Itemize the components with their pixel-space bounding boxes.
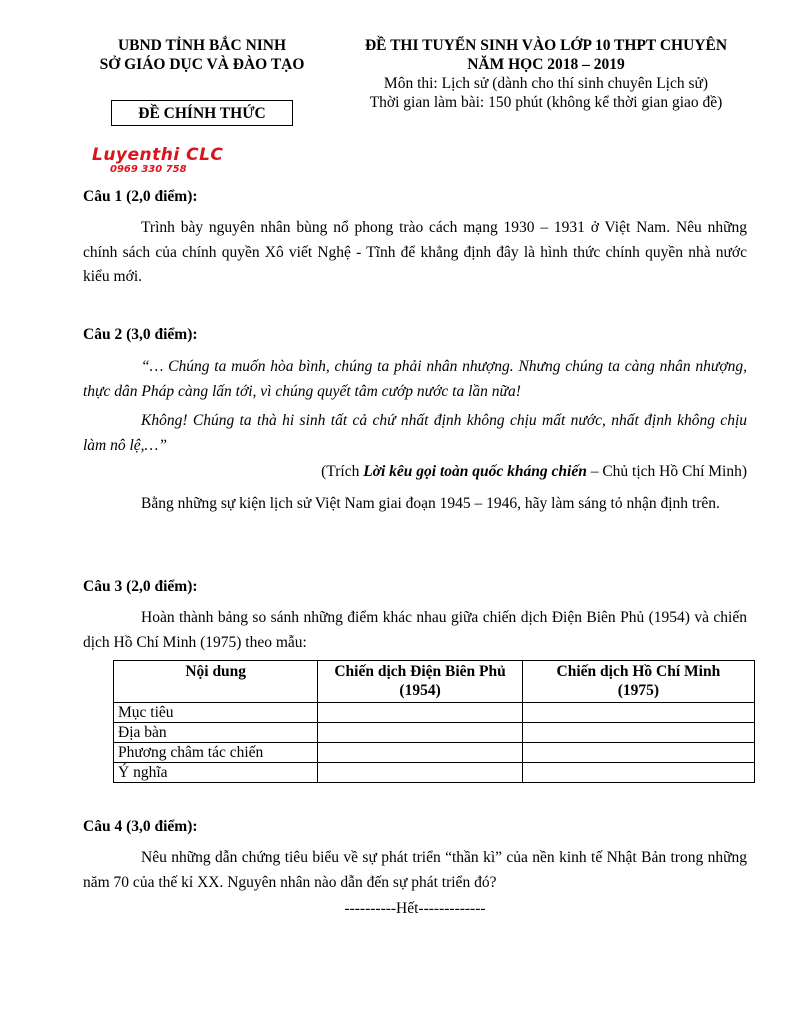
question-2-citation (83, 460, 747, 485)
table-cell (318, 763, 522, 783)
row-label-location: Địa bàn (114, 723, 318, 743)
header-hcm-line-1: Chiến dịch Hồ Chí Minh (556, 663, 721, 680)
row-label-significance: Ý nghĩa (114, 763, 318, 783)
question-2-quote-2: Không! Chúng ta thà hi sinh tất cả chứ nhất định không chịu mất nước, nhất định không chịu làm nô lệ,…” (83, 412, 747, 454)
question-4-text: Nêu những dẫn chứng tiêu biểu về sự phát triển “thần kì” của nền kinh tế Nhật Bản trong những năm 70 của thế kỉ XX. Nguyên nhân nào dẫn đến sự phát triển đó? (83, 849, 747, 891)
table-cell (522, 763, 754, 783)
exam-title-line-2: NĂM HỌC 2018 – 2019 (467, 56, 625, 73)
official-label: ĐỀ CHÍNH THỨC (111, 100, 293, 126)
question-1-text: Trình bày nguyên nhân bùng nổ phong trào cách mạng 1930 – 1931 ở Việt Nam. Nêu những chính sách của chính quyền Xô viết Nghệ - Tĩnh để khẳng định đây là hình thức chính quyền nhà nước kiểu mới. (83, 219, 747, 285)
end-mark: ----------Hết------------- (344, 900, 486, 917)
logo-name: Luyenthi CLC (92, 145, 224, 165)
org-line-1: UBND TỈNH BẮC NINH (117, 37, 287, 54)
luyenthi-logo (92, 146, 223, 175)
table-row (114, 703, 755, 723)
exam-info (336, 36, 756, 112)
citation-title: Lời kêu gọi toàn quốc kháng chiến (363, 463, 587, 480)
question-1-heading: Câu 1 (2,0 điểm): (83, 188, 198, 205)
table-row (114, 743, 755, 763)
table-header-row (114, 661, 755, 703)
table-cell (318, 743, 522, 763)
header-dien-bien-phu (318, 661, 522, 703)
header-hcm-line-2: (1975) (617, 682, 660, 699)
question-3-text: Hoàn thành bảng so sánh những điểm khác nhau giữa chiến dịch Điện Biên Phủ (1954) và chiến dịch Hồ Chí Minh (1975) theo mẫu: (83, 609, 747, 651)
row-label-objective: Mục tiêu (114, 703, 318, 723)
question-2-quote-1: “… Chúng ta muốn hòa bình, chúng ta phải nhân nhượng. Nhưng chúng ta càng nhân nhượng, thực dân Pháp càng lấn tới, vì chúng quyết tâm cướp nước ta lần nữa! (83, 358, 747, 400)
table-row (114, 723, 755, 743)
table-cell (318, 723, 522, 743)
header-dbp-line-2: (1954) (399, 682, 441, 699)
header-dbp-line-1: Chiến dịch Điện Biên Phủ (334, 663, 506, 680)
table-cell (318, 703, 522, 723)
exam-title-line-1: ĐỀ THI TUYỂN SINH VÀO LỚP 10 THPT CHUYÊN (364, 37, 728, 54)
table-cell (522, 743, 754, 763)
question-3-heading: Câu 3 (2,0 điểm): (83, 578, 198, 595)
header-ho-chi-minh (522, 661, 754, 703)
exam-subject: Môn thi: Lịch sử (dành cho thí sinh chuyên Lịch sử) (383, 75, 709, 92)
row-label-strategy: Phương châm tác chiến (114, 743, 318, 763)
logo-phone: 0969 330 758 (110, 164, 187, 175)
exam-duration: Thời gian làm bài: 150 phút (không kể thời gian giao đề) (369, 94, 723, 111)
citation-suffix: – Chủ tịch Hồ Chí Minh) (586, 463, 747, 480)
question-2-heading: Câu 2 (3,0 điểm): (83, 326, 198, 343)
table-cell (522, 723, 754, 743)
table-row (114, 763, 755, 783)
citation-prefix: (Trích (321, 463, 364, 480)
table-cell (522, 703, 754, 723)
org-line-2: SỞ GIÁO DỤC VÀ ĐÀO TẠO (99, 56, 305, 73)
header-content: Nội dung (114, 661, 318, 703)
question-2-text: Bằng những sự kiện lịch sử Việt Nam giai đoạn 1945 – 1946, hãy làm sáng tỏ nhận định trên. (141, 495, 720, 512)
question-4-heading: Câu 4 (3,0 điểm): (83, 818, 198, 835)
comparison-table (113, 660, 755, 783)
issuing-organization (60, 36, 344, 74)
